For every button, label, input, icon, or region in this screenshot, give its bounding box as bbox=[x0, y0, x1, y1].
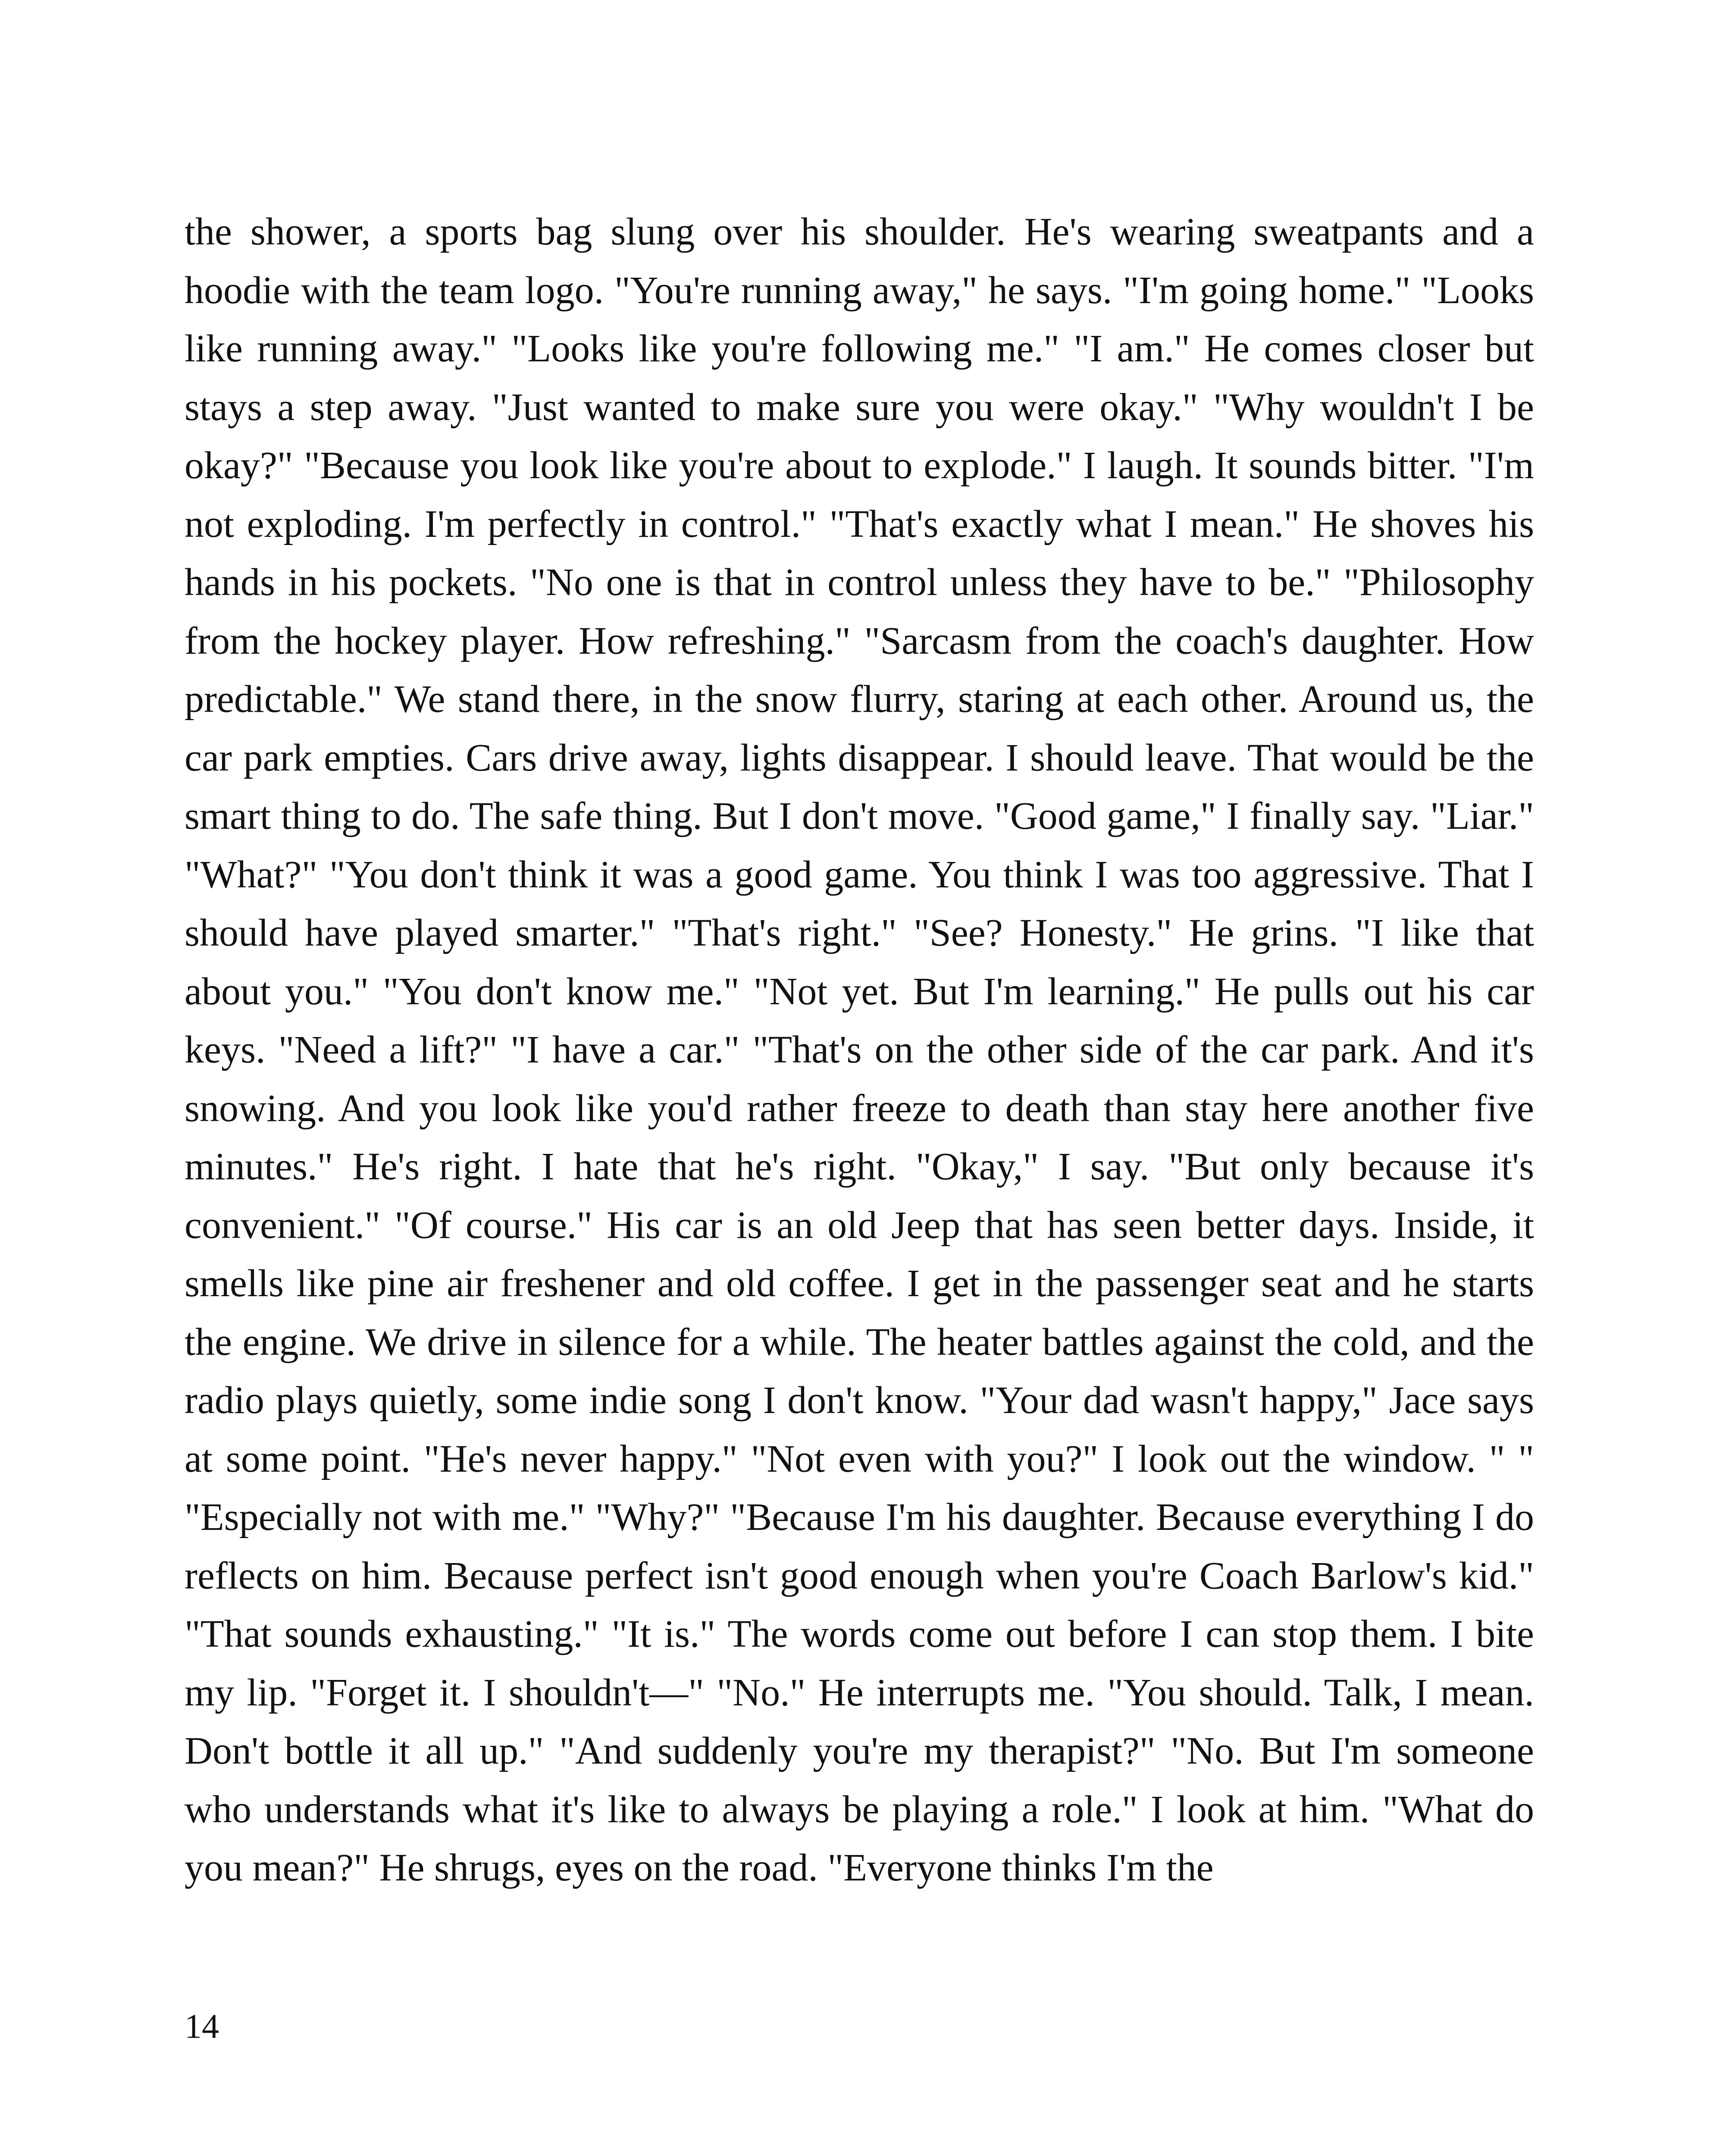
page-number: 14 bbox=[185, 2008, 219, 2046]
body-paragraph: the shower, a sports bag slung over his shoulder. He's wearing sweatpants and a hoodie with the team logo. "You're running away," he says. "I'm going home." "Looks like running away." "Looks like you're following me." "I am." He comes closer but stays a step away. "Just wanted to make sure you were okay." "Why wouldn't I be okay?" "Because you look like you're about to explode." I laugh. It sounds bitter. "I'm not exploding. I'm perfectly in control." "That's exactly what I mean." He shoves his hands in his pockets. "No one is that in control unless they have to be." "Philosophy from the hockey player. How refreshing." "Sarcasm from the coach's daughter. How predictable." We stand there, in the snow flurry, staring at each other. Around us, the car park empties. Cars drive away, lights disappear. I should leave. That would be the smart thing to do. The safe thing. But I don't move. "Good game," I finally say. "Liar." "What?" "You don't think it was a good game. You think I was too aggressive. That I should have played smarter." "That's right." "See? Honesty." He grins. "I like that about you." "You don't know me." "Not yet. But I'm learning." He pulls out his car keys. "Need a lift?" "I have a car." "That's on the other side of the car park. And it's snowing. And you look like you'd rather freeze to death than stay here another five minutes." He's right. I hate that he's right. "Okay," I say. "But only because it's convenient." "Of course." His car is an old Jeep that has seen better days. Inside, it smells like pine air freshener and old coffee. I get in the passenger seat and he starts the engine. We drive in silence for a while. The heater battles against the cold, and the radio plays quietly, some indie song I don't know. "Your dad wasn't happy," Jace says at some point. "He's never happy." "Not even with you?" I look out the window. " " "Especially not with me." "Why?" "Because I'm his daughter. Because everything I do reflects on him. Because perfect isn't good enough when you're Coach Barlow's kid." "That sounds exhausting." "It is." The words come out before I can stop them. I bite my lip. "Forget it. I shouldn't—" "No." He interrupts me. "You should. Talk, I mean. Don't bottle it all up." "And suddenly you're my therapist?" "No. But I'm someone who understands what it's like to always be playing a role." I look at him. "What do you mean?" He shrugs, eyes on the road. "Everyone thinks I'm the bbox=[185, 210, 1534, 1889]
